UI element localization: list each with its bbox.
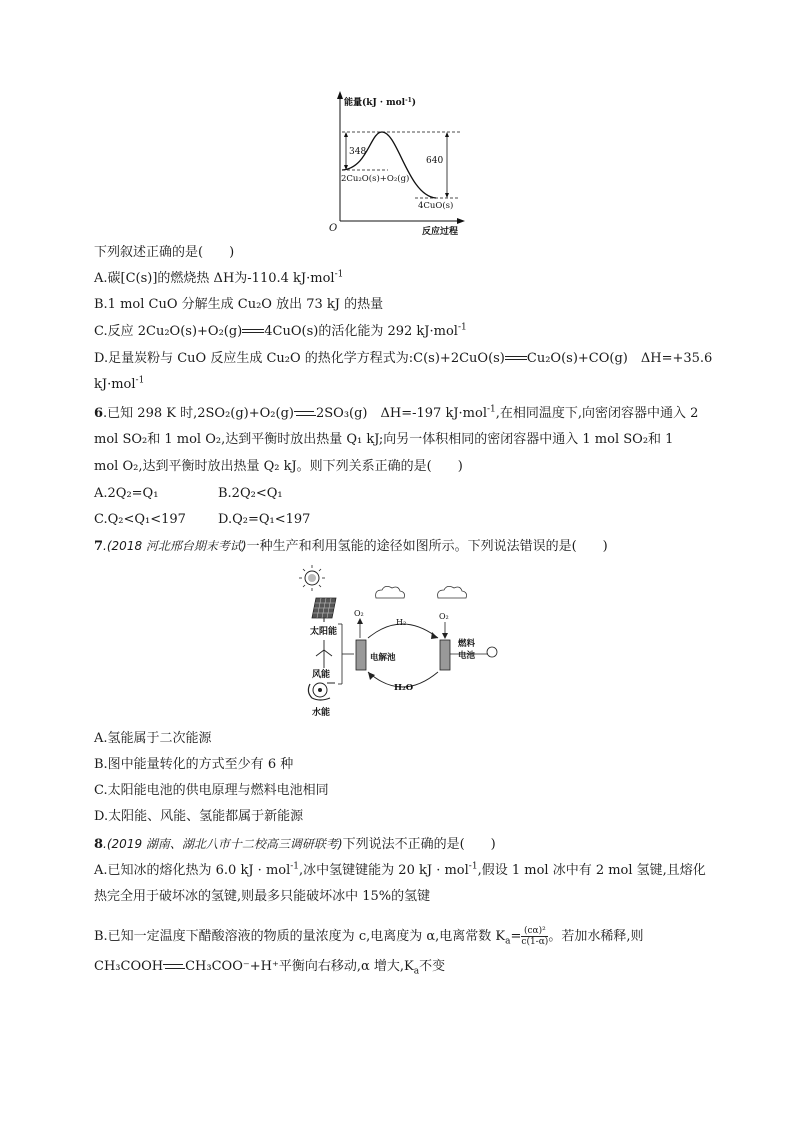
- energy-diagram: [320, 88, 470, 238]
- water-label: 水能: [312, 708, 331, 718]
- sun-icon: [299, 565, 325, 591]
- q6-option-b: B.2Q₂<Q₁: [218, 486, 283, 501]
- label-348: 348: [349, 147, 367, 157]
- solar-label: 太阳能: [310, 627, 338, 637]
- h2o-label: H₂O: [394, 683, 414, 693]
- reversible-arrow-icon: [163, 962, 185, 971]
- water-wheel-icon: [308, 683, 335, 700]
- q7-option-b: B.图中能量转化的方式至少有 6 种: [94, 757, 294, 772]
- q7-stem: 7.(2018 河北邢台期末考试)一种生产和利用氢能的途径如图所示。下列说法错误的是( ): [94, 539, 608, 554]
- q8-option-a-line-2: 热完全用于破坏冰的氢键,则最多只能破坏冰中 15%的氢键: [94, 889, 431, 904]
- wind-turbine-icon: [316, 640, 332, 668]
- q5-stem: 下列叙述正确的是( ): [94, 245, 235, 260]
- light-bulb-icon: [486, 647, 497, 657]
- q6-line-2: mol SO₂和 1 mol O₂,达到平衡时放出热量 Q₁ kJ;向另一体积相同的密闭容器中通入 1 mol SO₂和 1: [94, 432, 674, 447]
- equals-arrow-icon: [242, 327, 264, 336]
- q7-option-a: A.氢能属于二次能源: [94, 731, 212, 746]
- x-axis-label: 反应过程: [422, 227, 459, 237]
- q7-option-d: D.太阳能、风能、氢能都属于新能源: [94, 809, 304, 824]
- solar-panel-icon: [312, 598, 336, 622]
- hydrogen-energy-diagram: [290, 562, 510, 722]
- q5-option-d: D.足量炭粉与 CuO 反应生成 Cu₂O 的热化学方程式为:C(s)+2CuO(s) Cu₂O(s)+CO(g) ΔH=+35.6: [94, 351, 713, 366]
- q8-option-a-line-1: A.已知冰的熔化热为 6.0 kJ · mol$^{-1}$,冰中氢键键能为 20 kJ · mol$^{-1}$,假设 1 mol 冰中有 2 mol 氢键,且熔化: [94, 861, 706, 878]
- equals-arrow-icon: [505, 354, 527, 363]
- q7-option-c: C.太阳能电池的供电原理与燃料电池相同: [94, 783, 329, 798]
- electrode-left: [356, 640, 366, 670]
- cloud-icon: [376, 586, 467, 598]
- q6-line-1: 6.已知 298 K 时,2SO₂(g)+O₂(g) 2SO₃(g) ΔH=-197 kJ·mol$^{-1}$,在相同温度下,向密闭容器中通入 2: [94, 404, 699, 421]
- reversible-arrow-icon: [294, 409, 316, 418]
- q8-option-b-line-1: B.已知一定温度下醋酸溶液的物质的量浓度为 c,电离度为 α,电离常数 $K_a=$ $\frac{\text{(cα)²}}{c(1-\alpha)}$ 。若加水稀释,则: [94, 926, 644, 947]
- y-axis-label: 能量(kJ · mol$^{-1}$): [344, 97, 417, 108]
- ka-fraction: $\frac{\text{(cα)²}}{c(1-\alpha)}$: [521, 926, 549, 947]
- q5-option-d-cont: kJ·mol$^{-1}$: [94, 375, 145, 392]
- q5-option-a: A.碳[C(s)]的燃烧热 ΔH为-110.4 kJ·mol$^{-1}$: [94, 269, 344, 286]
- q5-option-c: C.反应 2Cu₂O(s)+O₂(g) 4CuO(s)的活化能为 292 kJ·mol$^{-1}$: [94, 322, 467, 339]
- q8-stem: 8.(2019 湖南、湖北八市十二校高三调研联考)下列说法不正确的是( ): [94, 837, 496, 852]
- fuel-cell-label-2: 电池: [458, 651, 476, 661]
- q6-line-3: mol O₂,达到平衡时放出热量 Q₂ kJ。则下列关系正确的是( ): [94, 459, 463, 474]
- reactants-label: 2Cu₂O(s)+O₂(g): [341, 174, 410, 184]
- wind-label: 风能: [312, 670, 331, 680]
- q6-option-d: D.Q₂=Q₁<197: [218, 512, 311, 527]
- product-label: 4CuO(s): [418, 201, 454, 211]
- q6-option-a: A.2Q₂=Q₁: [94, 486, 159, 501]
- o2-left-label: O₂: [354, 609, 364, 618]
- electrode-right: [440, 640, 450, 670]
- label-640: 640: [426, 156, 444, 166]
- h2-label: H₂: [396, 618, 407, 627]
- q6-option-c: C.Q₂<Q₁<197: [94, 512, 186, 527]
- q8-option-b-line-2: CH₃COOH CH₃COO⁻+H⁺平衡向右移动,α 增大$,K_a$不变: [94, 959, 446, 977]
- origin-label: O: [329, 223, 338, 234]
- q5-option-b: B.1 mol CuO 分解生成 Cu₂O 放出 73 kJ 的热量: [94, 297, 384, 312]
- electrolyzer-label: 电解池: [370, 653, 396, 663]
- fuel-cell-label-1: 燃料: [458, 639, 476, 649]
- o2-right-label: O₂: [439, 612, 449, 621]
